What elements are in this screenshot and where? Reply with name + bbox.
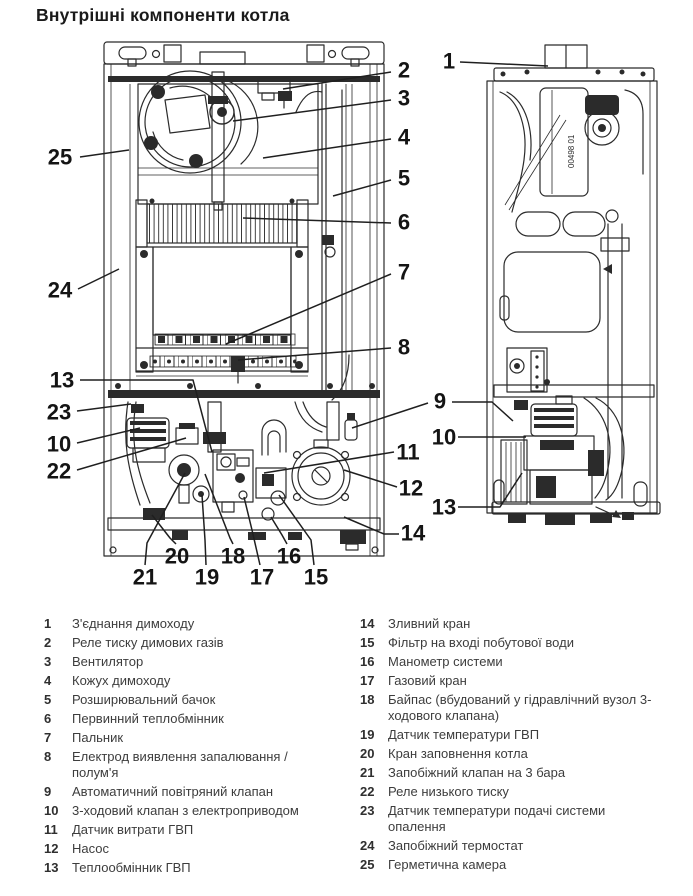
legend-item-number: 8 xyxy=(44,749,52,764)
callout-number-8: 8 xyxy=(397,334,411,360)
callout-number-6: 6 xyxy=(397,209,411,235)
callout-leader-9 xyxy=(452,402,513,421)
legend-item-number: 11 xyxy=(44,822,58,837)
callout-number-23: 23 xyxy=(46,399,72,425)
ignition-electrode xyxy=(231,356,245,372)
legend-item-19 xyxy=(360,727,660,743)
flue-connection xyxy=(545,45,587,68)
callout-number-24: 24 xyxy=(47,277,73,303)
chamber-divider xyxy=(108,383,380,398)
legend-item-25 xyxy=(360,857,660,873)
legend-item-18 xyxy=(360,692,660,724)
legend-item-3 xyxy=(44,654,320,670)
legend-item-14 xyxy=(360,616,660,632)
legend-item-text: Байпас (вбудований у гідравлічний вузол 3-ходового клапана) xyxy=(388,692,652,723)
legend-item-text: Розширювальний бачок xyxy=(72,692,216,707)
legend-item-24 xyxy=(360,838,660,854)
page-title: Внутрішні компоненти котла xyxy=(36,5,290,25)
legend-item-number: 20 xyxy=(360,746,375,761)
callout-leader-11 xyxy=(264,452,394,473)
three-way-valve xyxy=(127,418,169,462)
legend-item-number: 2 xyxy=(44,635,52,650)
legend-item-23 xyxy=(360,803,660,835)
combustion-chamber xyxy=(136,247,308,372)
callout-number-10: 10 xyxy=(46,431,72,457)
legend-item-text: Запобіжний термостат xyxy=(388,838,524,853)
legend-item-22 xyxy=(360,784,660,800)
legend-item-number: 17 xyxy=(360,673,375,688)
callout-number-17: 17 xyxy=(249,564,275,590)
side-hydraulics xyxy=(492,396,660,525)
legend-item-text: 3-ходовий клапан з електроприводом xyxy=(72,803,299,818)
callout-number-19: 19 xyxy=(194,564,220,590)
legend-item-7 xyxy=(44,730,320,746)
callout-number-4: 4 xyxy=(397,124,411,150)
legend-item-text: Герметична камера xyxy=(388,857,507,872)
legend-item-13 xyxy=(44,860,320,876)
legend-item-number: 23 xyxy=(360,803,375,818)
callout-leader-8 xyxy=(238,348,391,360)
legend-item-number: 4 xyxy=(44,673,52,688)
callout-number-14: 14 xyxy=(400,520,426,546)
legend-item-text: Первинний теплобмінник xyxy=(72,711,224,726)
side-view xyxy=(487,45,660,525)
legend-item-number: 21 xyxy=(360,765,375,780)
legend-item-10 xyxy=(44,803,320,819)
legend-item-text: Газовий кран xyxy=(388,673,467,688)
legend-item-number: 18 xyxy=(360,692,375,707)
legend-item-15 xyxy=(360,635,660,651)
callout-number-15: 15 xyxy=(303,564,329,590)
callout-number-13: 13 xyxy=(431,494,457,520)
venturi-pipe xyxy=(208,72,228,210)
legend-item-number: 25 xyxy=(360,857,375,872)
callout-layer xyxy=(47,49,548,590)
legend-item-2 xyxy=(44,635,320,651)
legend-item-text: Кран заповнення котла xyxy=(388,746,528,761)
legend-item-text: Зливний кран xyxy=(388,616,471,631)
ch-temp-sensor xyxy=(131,404,144,413)
legend-item-text: Датчик температури подачі системи опалення xyxy=(388,803,606,834)
legend-item-4 xyxy=(44,673,320,689)
legend-item-11 xyxy=(44,822,320,838)
legend-item-number: 14 xyxy=(360,616,375,631)
legend-item-text: Насос xyxy=(72,841,109,856)
dhw-temp-sensor xyxy=(193,486,209,502)
gas-valve xyxy=(213,450,253,512)
legend-item-6 xyxy=(44,711,320,727)
legend-item-text: Автоматичний повітряний клапан xyxy=(72,784,274,799)
dhw-heat-exchanger xyxy=(203,402,226,452)
callout-number-13: 13 xyxy=(49,367,75,393)
callout-number-18: 18 xyxy=(220,543,246,569)
legend-item-number: 13 xyxy=(44,860,59,875)
legend-item-number: 3 xyxy=(44,654,52,669)
primary-heat-exchanger xyxy=(136,199,308,248)
legend-item-21 xyxy=(360,765,660,781)
callout-number-11: 11 xyxy=(396,439,420,465)
callout-number-16: 16 xyxy=(276,543,302,569)
legend-item-1 xyxy=(44,616,320,632)
callout-leader-12 xyxy=(344,470,397,487)
callout-number-1: 1 xyxy=(442,48,456,74)
top-bracket xyxy=(104,42,384,66)
legend-item-text: Теплообмінник ГВП xyxy=(72,860,191,875)
callout-leader-3 xyxy=(233,100,391,121)
legend-item-number: 19 xyxy=(360,727,375,742)
callout-leader-1 xyxy=(460,62,548,66)
fan xyxy=(139,71,258,173)
legend-item-number: 1 xyxy=(44,616,52,631)
legend-item-number: 16 xyxy=(360,654,375,669)
legend-item-text: Електрод виявлення запалювання / полум'я xyxy=(72,749,288,780)
legend-column-right xyxy=(360,616,660,876)
pump xyxy=(292,402,357,505)
callout-number-3: 3 xyxy=(397,85,411,111)
flue-pressure-switch xyxy=(258,78,292,108)
legend-item-text: Кожух димоходу xyxy=(72,673,171,688)
legend-item-text: Запобіжний клапан на 3 бара xyxy=(388,765,566,780)
legend-item-20 xyxy=(360,746,660,762)
dhw-flow-sensor xyxy=(256,420,286,505)
legend-column-left xyxy=(44,616,320,879)
safety-valve xyxy=(169,455,199,503)
legend-item-number: 5 xyxy=(44,692,52,707)
legend-item-number: 6 xyxy=(44,711,52,726)
burner xyxy=(136,334,308,383)
legend-item-number: 7 xyxy=(44,730,52,745)
drain-tap xyxy=(340,530,366,544)
callout-number-12: 12 xyxy=(398,475,424,501)
legend-item-number: 24 xyxy=(360,838,375,853)
callout-number-9: 9 xyxy=(433,388,447,414)
callout-number-5: 5 xyxy=(397,165,411,191)
callout-leader-9 xyxy=(352,403,428,428)
mount-slot-right xyxy=(342,47,369,59)
legend-item-text: Датчик температури ГВП xyxy=(388,727,540,742)
legend-item-text: Реле низького тиску xyxy=(388,784,509,799)
legend-item-number: 12 xyxy=(44,841,59,856)
legend-item-text: Пальник xyxy=(72,730,124,745)
legend-item-text: Датчик витрати ГВП xyxy=(72,822,194,837)
callout-number-20: 20 xyxy=(164,543,190,569)
legend-item-text: Манометр системи xyxy=(388,654,503,669)
callout-number-2: 2 xyxy=(397,57,411,83)
legend-item-text: Вентилятор xyxy=(72,654,144,669)
callout-number-22: 22 xyxy=(46,458,72,484)
legend-item-5 xyxy=(44,692,320,708)
legend-item-17 xyxy=(360,673,660,689)
callout-number-25: 25 xyxy=(47,144,73,170)
callout-number-21: 21 xyxy=(132,564,158,590)
side-middle xyxy=(494,210,654,498)
mount-slot-left xyxy=(119,47,146,59)
callout-leader-4 xyxy=(263,139,391,158)
callout-leader-17 xyxy=(244,497,260,565)
low-pressure-switch xyxy=(176,423,198,444)
legend-item-12 xyxy=(44,841,320,857)
callout-number-7: 7 xyxy=(397,259,411,285)
legend-item-number: 22 xyxy=(360,784,375,799)
hydraulic-group xyxy=(108,402,380,550)
legend-item-text: Фільтр на вході побутової води xyxy=(388,635,574,650)
side-part-label: 00498 01 xyxy=(567,134,576,168)
callout-leader-18 xyxy=(205,474,233,544)
legend-item-8 xyxy=(44,749,320,781)
legend-item-9 xyxy=(44,784,320,800)
legend-item-number: 15 xyxy=(360,635,375,650)
legend-item-text: Реле тиску димових газів xyxy=(72,635,224,650)
legend-item-text: З'єднання димоходу xyxy=(72,616,195,631)
callout-leader-24 xyxy=(78,269,119,289)
legend-item-16 xyxy=(360,654,660,670)
legend-item-number: 10 xyxy=(44,803,59,818)
legend-item-number: 9 xyxy=(44,784,52,799)
callout-number-10: 10 xyxy=(431,424,457,450)
